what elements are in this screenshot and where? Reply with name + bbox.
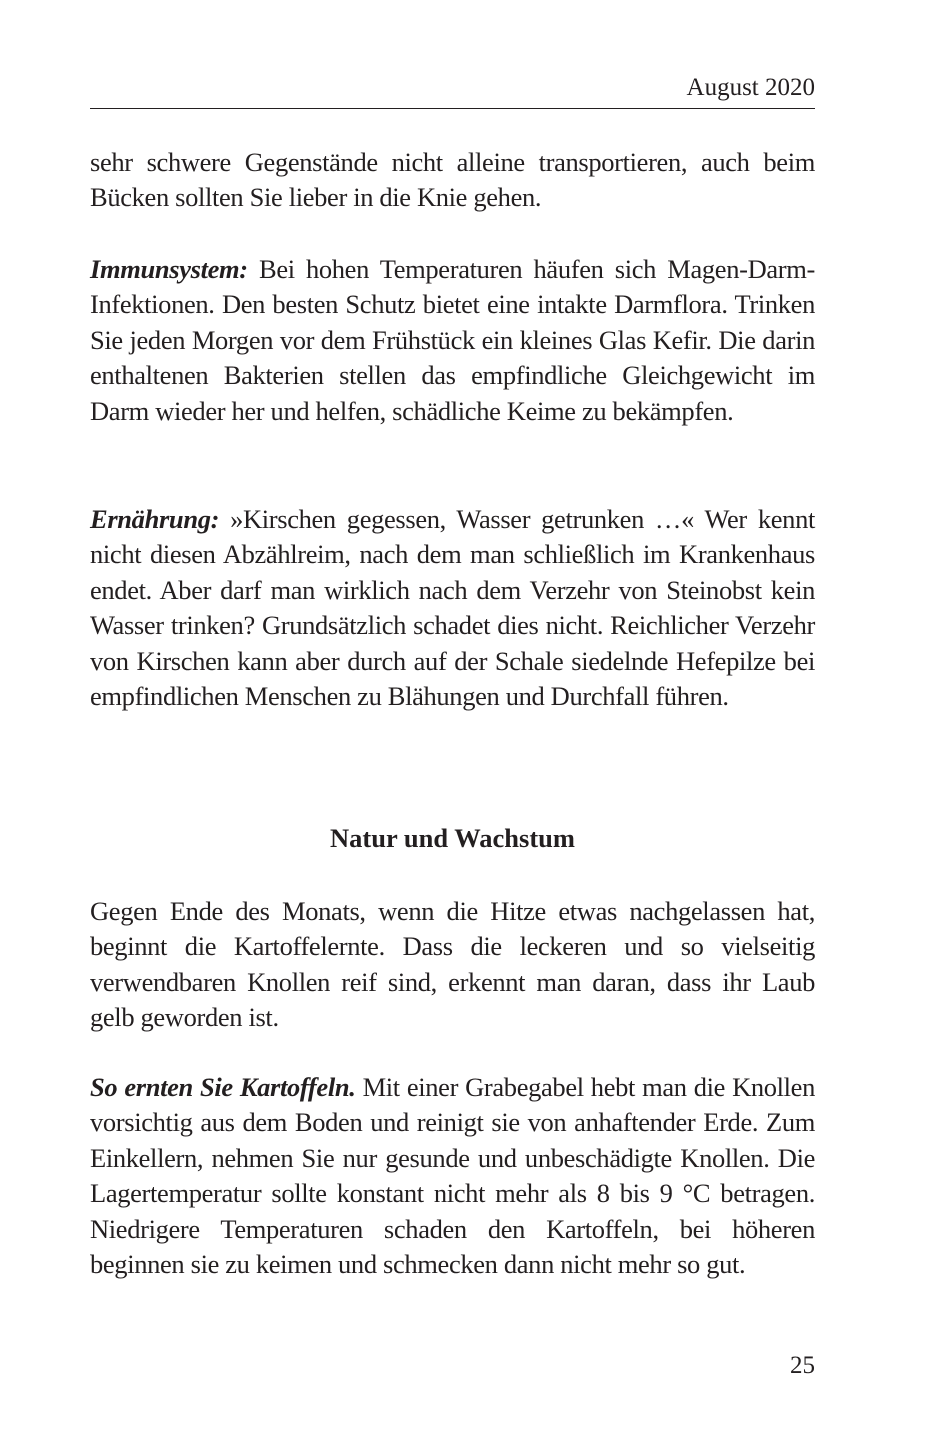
book-page xyxy=(90,0,815,1447)
paragraph-immunsystem xyxy=(90,252,815,429)
paragraph-lead: Immunsystem: xyxy=(90,254,248,284)
page-number: 25 xyxy=(790,1352,815,1379)
section-heading: Natur und Wachstum xyxy=(330,823,575,853)
paragraph-text: Gegen Ende des Monats, wenn die Hitze etwas nachgelassen hat, beginnt die Kartoffelernte. Dass die leckeren und so vielseitig verwendbaren Knollen reif sind, erkennt man daran, dass ihr Laub gelb geworden ist. xyxy=(90,896,815,1033)
paragraph-kartoffeln-ernten xyxy=(90,1070,815,1282)
paragraph-lead: Ernährung: xyxy=(90,504,220,534)
paragraph-kartoffelernte xyxy=(90,894,815,1036)
paragraph-text: sehr schwere Gegenstände nicht alleine transportieren, auch beim Bücken sollten Sie lieber in die Knie gehen. xyxy=(90,147,815,213)
paragraph-continuation xyxy=(90,145,815,216)
running-head: August 2020 xyxy=(686,74,815,101)
paragraph-ernaehrung xyxy=(90,502,815,714)
paragraph-text: Mit einer Grabegabel hebt man die Knollen vorsichtig aus dem Boden und reinigt sie von anhaftender Erde. Zum Einkellern, nehmen Sie nur gesunde und unbeschädigte Knollen. Die Lagertemperatur sollte konstant nicht mehr als 8 bis 9 °C betragen. Niedrigere Temperaturen schaden den Kartoffeln, bei höheren beginnen sie zu keimen und schmecken dann nicht mehr so gut. xyxy=(90,1072,815,1280)
header-rule xyxy=(90,108,815,109)
paragraph-text: »Kirschen gegessen, Wasser getrunken …« Wer kennt nicht diesen Abzählreim, nach dem man schließlich im Krankenhaus endet. Aber darf man wirklich nach dem Verzehr von Steinobst kein Wasser trinken? Grundsätzlich schadet dies nicht. Reichlicher Verzehr von Kirschen kann aber durch auf der Schale siedelnde Hefepilze bei empfindlichen Menschen zu Blähungen und Durchfall führen. xyxy=(90,504,815,712)
paragraph-text: Bei hohen Temperaturen häufen sich Magen-Darm-Infektionen. Den besten Schutz bietet eine intakte Darmflora. Trinken Sie jeden Morgen vor dem Frühstück ein kleines Glas Kefir. Die darin enthaltenen Bakterien stellen das empfindliche Gleichgewicht im Darm wieder her und helfen, schädliche Keime zu bekämpfen. xyxy=(90,254,815,426)
paragraph-lead: So ernten Sie Kartoffeln. xyxy=(90,1072,356,1102)
